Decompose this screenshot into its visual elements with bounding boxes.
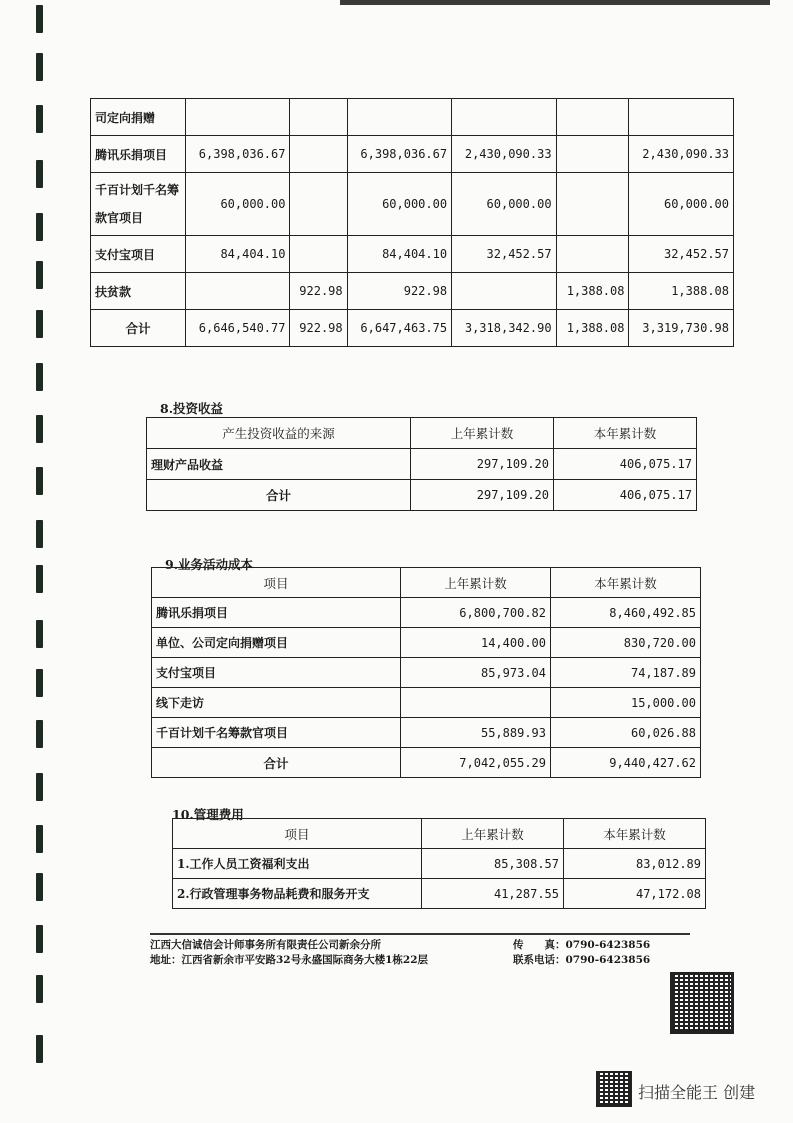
value-cell <box>290 99 347 136</box>
binding-hole-mark <box>36 925 43 953</box>
binding-hole-mark <box>36 975 43 1003</box>
prev-value: 7,042,055.29 <box>401 748 551 778</box>
row-label: 司定向捐赠 <box>91 99 186 136</box>
phone-number: 联系电话：0790-6423856 <box>513 954 651 966</box>
table-row <box>173 879 706 909</box>
binding-hole-mark <box>36 310 43 338</box>
binding-hole-mark <box>36 415 43 443</box>
binding-hole-mark <box>36 620 43 648</box>
scan-edge-shadow <box>340 0 770 5</box>
table-row <box>91 273 734 310</box>
firm-address: 地址：江西省新余市平安路32号永盛国际商务大楼1栋22层 <box>150 954 429 966</box>
table-header-row <box>173 819 706 849</box>
table-row <box>152 688 701 718</box>
value-cell: 6,398,036.67 <box>347 136 451 173</box>
col-header: 上年累计数 <box>401 568 551 598</box>
value-cell <box>186 99 290 136</box>
table-row <box>91 173 734 236</box>
row-label: 千百计划千名筹款官项目 <box>91 173 186 236</box>
section-10-title: 10.管理费用 <box>172 807 244 822</box>
binding-hole-mark <box>36 105 43 133</box>
binding-hole-mark <box>36 53 43 81</box>
curr-value: 60,026.88 <box>551 718 701 748</box>
investment-income-table <box>146 417 697 511</box>
table-total-row <box>91 310 734 347</box>
binding-hole-mark <box>36 520 43 548</box>
curr-value: 9,440,427.62 <box>551 748 701 778</box>
prev-value: 85,973.04 <box>401 658 551 688</box>
row-label: 合计 <box>147 480 411 511</box>
curr-value: 406,075.17 <box>554 449 697 480</box>
restricted-donations-table <box>90 98 734 347</box>
value-cell <box>452 99 556 136</box>
section-8-title: 8.投资收益 <box>160 401 224 416</box>
value-cell: 1,388.08 <box>629 273 734 310</box>
value-cell <box>556 99 629 136</box>
col-header: 项目 <box>152 568 401 598</box>
table-total-row <box>152 748 701 778</box>
col-header: 上年累计数 <box>411 418 554 449</box>
prev-value: 14,400.00 <box>401 628 551 658</box>
fax-number: 传 真：0790-6423856 <box>513 939 651 951</box>
value-cell <box>347 99 451 136</box>
value-cell: 60,000.00 <box>629 173 734 236</box>
value-cell <box>290 236 347 273</box>
value-cell <box>556 236 629 273</box>
firm-name: 江西大信诚信会计师事务所有限责任公司新余分所 <box>150 939 381 951</box>
curr-value: 406,075.17 <box>554 480 697 511</box>
value-cell: 3,318,342.90 <box>452 310 556 347</box>
prev-value: 85,308.57 <box>422 849 564 879</box>
value-cell: 922.98 <box>290 310 347 347</box>
value-cell: 60,000.00 <box>452 173 556 236</box>
binding-hole-mark <box>36 565 43 593</box>
value-cell <box>556 173 629 236</box>
table-row <box>147 449 697 480</box>
curr-value: 830,720.00 <box>551 628 701 658</box>
management-expense-table <box>172 818 706 909</box>
prev-value: 55,889.93 <box>401 718 551 748</box>
value-cell: 2,430,090.33 <box>452 136 556 173</box>
row-label: 腾讯乐捐项目 <box>152 598 401 628</box>
binding-hole-mark <box>36 773 43 801</box>
binding-hole-mark <box>36 5 43 33</box>
binding-hole-mark <box>36 873 43 901</box>
value-cell: 84,404.10 <box>347 236 451 273</box>
row-label: 合计 <box>91 310 186 347</box>
col-header: 产生投资收益的来源 <box>147 418 411 449</box>
col-header: 项目 <box>173 819 422 849</box>
binding-hole-mark <box>36 825 43 853</box>
table-row <box>152 598 701 628</box>
binding-hole-mark <box>36 467 43 495</box>
value-cell: 2,430,090.33 <box>629 136 734 173</box>
curr-value: 8,460,492.85 <box>551 598 701 628</box>
table-row <box>91 236 734 273</box>
binding-hole-mark <box>36 160 43 188</box>
table-header-row <box>152 568 701 598</box>
value-cell: 32,452.57 <box>452 236 556 273</box>
value-cell: 6,646,540.77 <box>186 310 290 347</box>
prev-value: 297,109.20 <box>411 480 554 511</box>
table-total-row <box>147 480 697 511</box>
binding-hole-mark <box>36 261 43 289</box>
value-cell <box>556 136 629 173</box>
value-cell <box>290 136 347 173</box>
row-label: 千百计划千名筹款官项目 <box>152 718 401 748</box>
footer-divider <box>150 933 690 935</box>
binding-hole-mark <box>36 1035 43 1063</box>
row-label: 1.工作人员工资福利支出 <box>173 849 422 879</box>
row-label: 腾讯乐捐项目 <box>91 136 186 173</box>
col-header: 本年累计数 <box>564 819 706 849</box>
value-cell: 32,452.57 <box>629 236 734 273</box>
binding-hole-mark <box>36 720 43 748</box>
curr-value: 47,172.08 <box>564 879 706 909</box>
value-cell <box>452 273 556 310</box>
value-cell: 6,398,036.67 <box>186 136 290 173</box>
scanner-logo-qr-icon <box>596 1071 632 1107</box>
row-label: 扶贫款 <box>91 273 186 310</box>
value-cell: 3,319,730.98 <box>629 310 734 347</box>
prev-value: 41,287.55 <box>422 879 564 909</box>
business-cost-table <box>151 567 701 778</box>
value-cell: 1,388.08 <box>556 310 629 347</box>
row-label: 支付宝项目 <box>152 658 401 688</box>
value-cell: 6,647,463.75 <box>347 310 451 347</box>
value-cell: 1,388.08 <box>556 273 629 310</box>
table-row <box>152 718 701 748</box>
prev-value: 297,109.20 <box>411 449 554 480</box>
row-label: 合计 <box>152 748 401 778</box>
section-9-title: 9.业务活动成本 <box>165 557 254 572</box>
value-cell: 922.98 <box>347 273 451 310</box>
value-cell <box>290 173 347 236</box>
value-cell <box>186 273 290 310</box>
value-cell: 60,000.00 <box>347 173 451 236</box>
curr-value: 83,012.89 <box>564 849 706 879</box>
row-label: 理财产品收益 <box>147 449 411 480</box>
binding-hole-mark <box>36 213 43 241</box>
row-label: 支付宝项目 <box>91 236 186 273</box>
curr-value: 74,187.89 <box>551 658 701 688</box>
table-row <box>91 99 734 136</box>
table-row <box>152 658 701 688</box>
value-cell <box>629 99 734 136</box>
prev-value: 6,800,700.82 <box>401 598 551 628</box>
col-header: 上年累计数 <box>422 819 564 849</box>
row-label: 线下走访 <box>152 688 401 718</box>
col-header: 本年累计数 <box>554 418 697 449</box>
binding-hole-mark <box>36 669 43 697</box>
value-cell: 84,404.10 <box>186 236 290 273</box>
qr-code-icon <box>670 972 734 1034</box>
table-row <box>91 136 734 173</box>
binding-hole-mark <box>36 363 43 391</box>
value-cell: 60,000.00 <box>186 173 290 236</box>
curr-value: 15,000.00 <box>551 688 701 718</box>
table-header-row <box>147 418 697 449</box>
table-row <box>173 849 706 879</box>
row-label: 单位、公司定向捐赠项目 <box>152 628 401 658</box>
value-cell: 922.98 <box>290 273 347 310</box>
col-header: 本年累计数 <box>551 568 701 598</box>
scanner-watermark: 扫描全能王 创建 <box>638 1083 756 1102</box>
table-row <box>152 628 701 658</box>
prev-value <box>401 688 551 718</box>
row-label: 2.行政管理事务物品耗费和服务开支 <box>173 879 422 909</box>
